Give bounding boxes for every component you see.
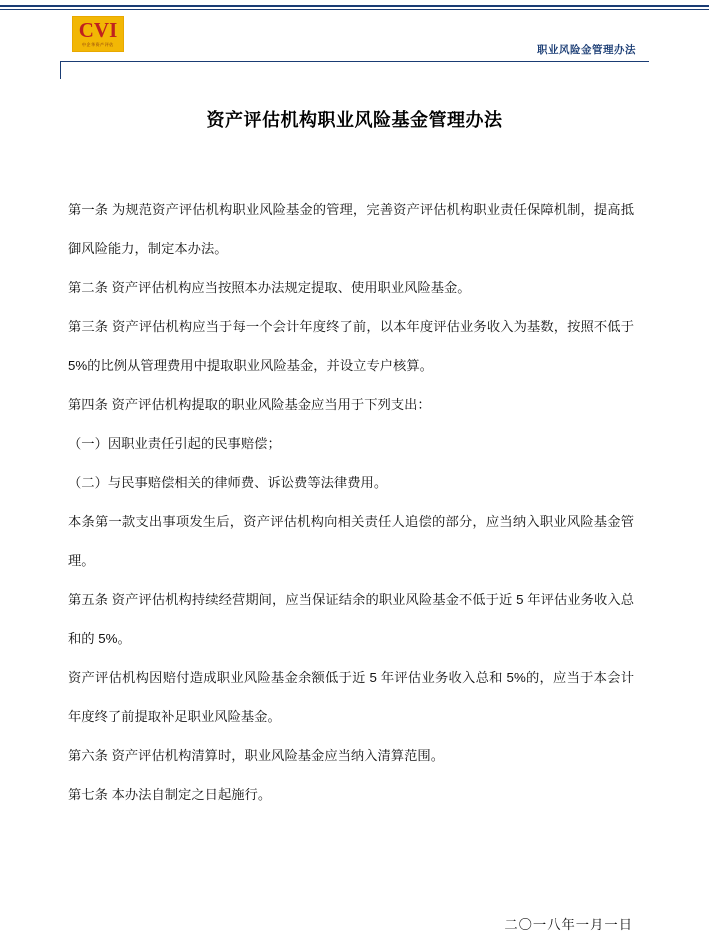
paragraph: 第一条 为规范资产评估机构职业风险基金的管理，完善资产评估机构职业责任保障机制，提高抵御风险能力，制定本办法。	[68, 202, 634, 256]
paragraph: 第七条 本办法自制定之日起施行。	[68, 787, 272, 802]
signature-date: 二〇一八年一月一日	[504, 917, 633, 932]
header-corner-left	[60, 61, 79, 79]
header-divider-rule	[60, 61, 649, 62]
paragraph: 第三条 资产评估机构应当于每一个会计年度终了前，以本年度评估业务收入为基数，按照不低于 5%的比例从管理费用中提取职业风险基金，并设立专户核算。	[68, 319, 634, 373]
document-body	[68, 190, 634, 814]
paragraph: 本条第一款支出事项发生后，资产评估机构向相关责任人追偿的部分，应当纳入职业风险基金管理。	[68, 514, 634, 568]
paragraph: 资产评估机构因赔付造成职业风险基金余额低于近 5 年评估业务收入总和 5%的，应当于本会计年度终了前提取补足职业风险基金。	[68, 670, 634, 724]
paragraph: （一）因职业责任引起的民事赔偿；	[68, 436, 281, 451]
paragraph: （二）与民事赔偿相关的律师费、诉讼费等法律费用。	[68, 475, 388, 490]
paragraph: 第五条 资产评估机构持续经营期间，应当保证结余的职业风险基金不低于近 5 年评估业务收入总和的 5%。	[68, 592, 634, 646]
top-rule-thin	[0, 9, 709, 10]
top-rule-thick	[0, 5, 709, 7]
page-title: 资产评估机构职业风险基金管理办法	[206, 110, 503, 130]
logo-initials: CVI	[78, 18, 118, 43]
paragraph: 第六条 资产评估机构清算时，职业风险基金应当纳入清算范围。	[68, 748, 445, 763]
paragraph: 第二条 资产评估机构应当按照本办法规定提取、使用职业风险基金。	[68, 280, 471, 295]
paragraph: 第四条 资产评估机构提取的职业风险基金应当用于下列支出：	[68, 397, 431, 412]
header-right-label: 职业风险金管理办法	[537, 44, 636, 56]
logo-subtitle: 中企华资产评估	[82, 42, 114, 48]
company-logo	[72, 16, 124, 52]
